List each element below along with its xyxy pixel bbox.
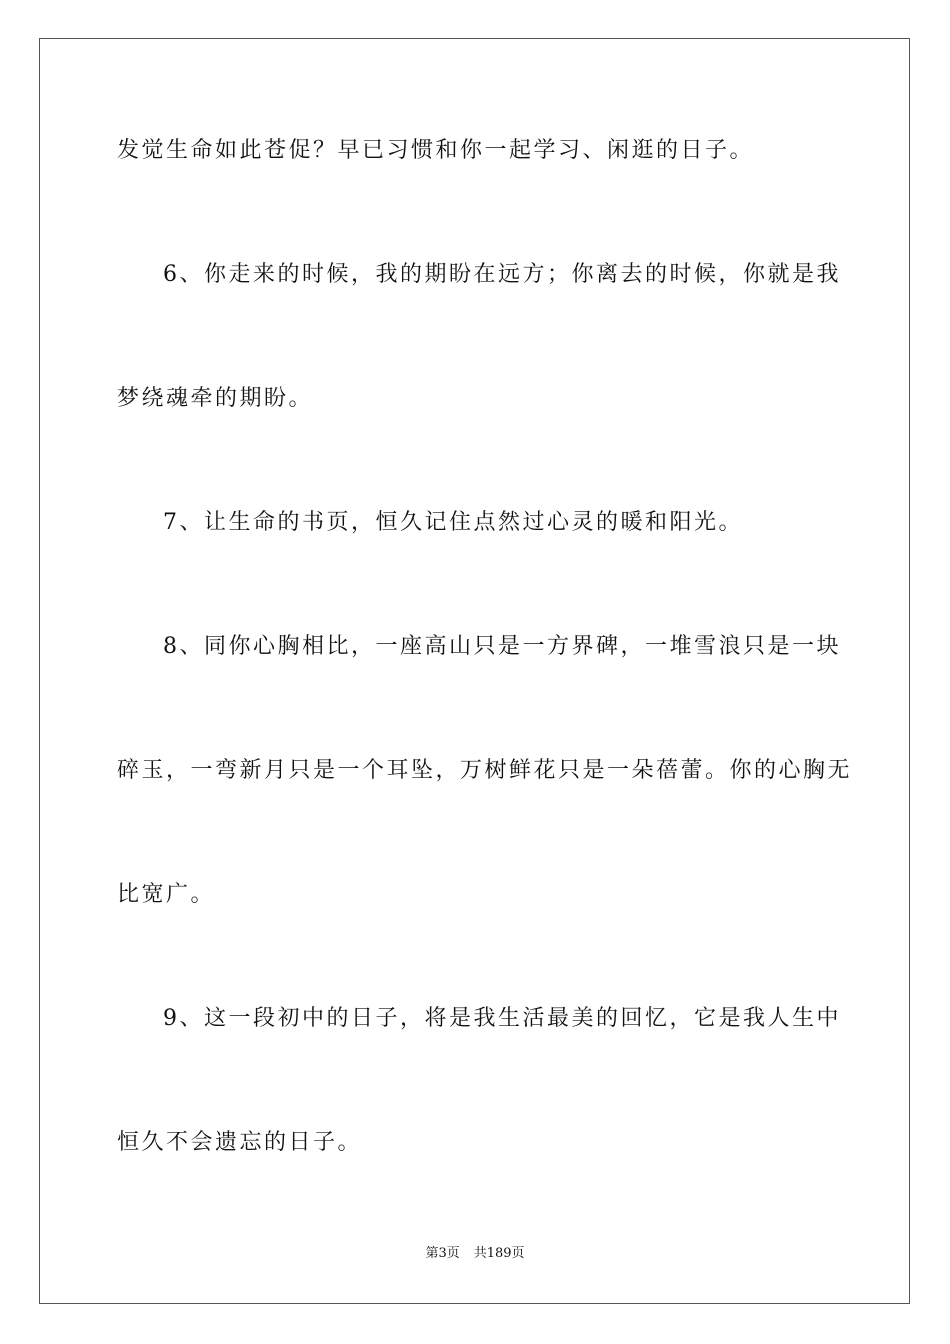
- text-line: 碎玉，一弯新月只是一个耳坠，万树鲜花只是一朵蓓蕾。你的心胸无: [117, 758, 853, 783]
- page-footer: [0, 1245, 950, 1263]
- text-line: 梦绕魂牵的期盼。: [117, 386, 314, 411]
- text-line: 6、你走来的时候，我的期盼在远方；你离去的时候，你就是我: [163, 262, 841, 287]
- text-line: 发觉生命如此苍促？早已习惯和你一起学习、闲逛的日子。: [117, 138, 755, 163]
- page-total: 共189页: [473, 1246, 525, 1261]
- page-number: 第3页: [425, 1246, 460, 1261]
- text-line: 7、让生命的书页，恒久记住点然过心灵的暖和阳光。: [163, 510, 743, 535]
- page-frame: [39, 38, 910, 1304]
- text-line: 8、同你心胸相比，一座高山只是一方界碑，一堆雪浪只是一块: [163, 634, 841, 659]
- text-line: 恒久不会遗忘的日子。: [117, 1130, 363, 1155]
- text-line: 比宽广。: [117, 882, 216, 907]
- text-line: 9、这一段初中的日子，将是我生活最美的回忆，它是我人生中: [163, 1006, 841, 1031]
